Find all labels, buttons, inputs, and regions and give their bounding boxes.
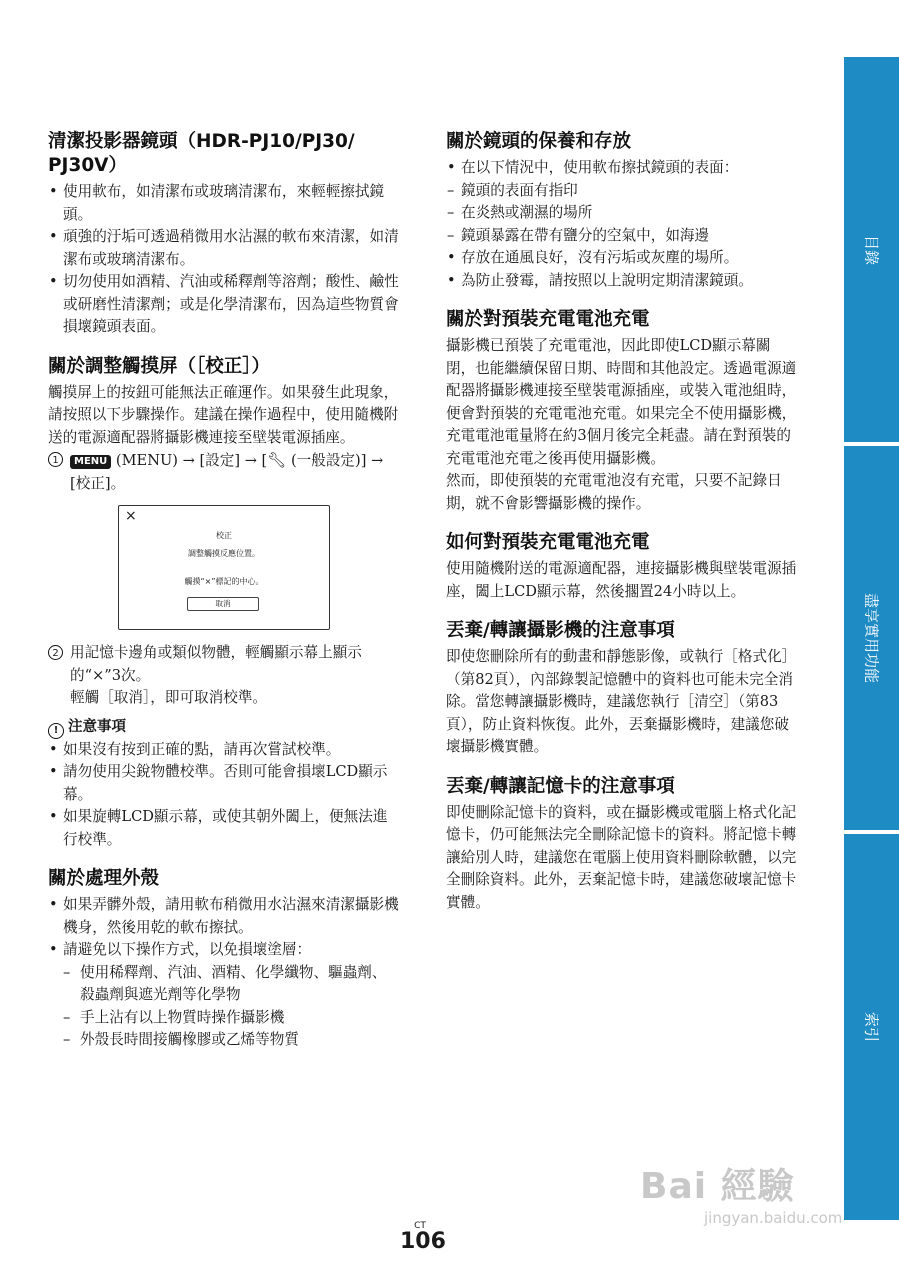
step-number: 2 xyxy=(48,645,63,660)
caution-heading xyxy=(48,716,400,739)
battery-body-2: 然而，即使預裝的充電電池沒有充電，只要不記錄日期，就不會影響攝影機的操作。 xyxy=(446,472,782,512)
region-code: CT xyxy=(414,1221,426,1231)
list-item: – 手上沾有以上物質時操作攝影機 xyxy=(48,1007,400,1030)
list-item: • 為防止發霉，請按照以上說明定期清潔鏡頭。 xyxy=(446,270,798,293)
list-item: • 使用軟布，如清潔布或玻璃清潔布，來輕輕擦拭鏡頭。 xyxy=(48,181,400,226)
dispose-camera-body: 即使您刪除所有的動畫和靜態影像，或執行［格式化］（第82頁），內部錄製記憶體中的資料也可能未完全消除。當您轉讓攝影機時，建議您執行［清空］（第83頁），防止資料恢復。此外，丟棄攝影機時，建議您破壞攝影機實體。 xyxy=(446,648,797,755)
menu-icon: MENU xyxy=(70,455,111,469)
tab-label: 盡享實用功能 xyxy=(862,592,880,684)
list-item: – 鏡頭暴露在帶有鹽分的空氣中，如海邊 xyxy=(446,225,798,248)
list-item: • 切勿使用如酒精、汽油或稀釋劑等溶劑；酸性、鹼性或研磨性清潔劑；或是化學清潔布，因為這些物質會損壞鏡頭表面。 xyxy=(48,271,400,339)
section-title-charge-battery: 如何對預裝充電電池充電 xyxy=(446,532,650,553)
step-2-note: 輕觸［取消］，即可取消校準。 xyxy=(70,689,268,706)
lens-care-list xyxy=(446,157,798,292)
section-title-calibration: 關於調整觸摸屏（［校正］） xyxy=(48,355,271,377)
list-item: • 頑強的汙垢可透過稍微用水沾濕的軟布來清潔，如清潔布或玻璃清潔布。 xyxy=(48,226,400,271)
page-number xyxy=(400,1221,446,1254)
tab-label: 目錄 xyxy=(862,234,880,265)
step-2-text: 用記憶卡邊角或類似物體，輕觸顯示幕上顯示的“×”3次。 xyxy=(70,644,362,684)
list-item: • 請勿使用尖銳物體校準。否則可能會損壞LCD顯示幕。 xyxy=(48,761,400,806)
caution-title: 注意事項 xyxy=(68,718,126,735)
casing-list xyxy=(48,894,400,1052)
charge-battery-body: 使用隨機附送的電源適配器，連接攝影機與壁裝電源插座，闔上LCD顯示幕，然後擱置24小時以上。 xyxy=(446,560,797,600)
wrench-icon: 🔧︎ xyxy=(267,451,287,469)
list-item: • 如果沒有按到正確的點，請再次嘗試校準。 xyxy=(48,739,400,762)
left-column xyxy=(48,130,400,1052)
screen-line-2: 觸摸“×”標記的中心。 xyxy=(184,577,264,586)
watermark-brand: Bai 經驗 xyxy=(640,1166,795,1207)
caution-list xyxy=(48,739,400,852)
step-1 xyxy=(48,449,400,495)
section-title-lens-care: 關於鏡頭的保養和存放 xyxy=(446,131,632,152)
section-title-dispose-camera: 丟棄/轉讓攝影機的注意事項 xyxy=(446,620,675,641)
tab-index[interactable] xyxy=(844,834,899,1220)
battery-body-1: 攝影機已預裝了充電電池，因此即使LCD顯示幕關閉，也能繼續保留日期、時間和其他設定。透過電源適配器將攝影機連接至壁裝電源插座，或裝入電池組時，便會對預裝的充電電池充電。如果完全不使用攝影機，充電電池電量將在約3個月後完全耗盡。請在對預裝的充電電池充電之後再使用攝影機。 xyxy=(446,337,797,467)
step-number: 1 xyxy=(48,452,63,467)
list-item: • 存放在通風良好，沒有污垢或灰塵的場所。 xyxy=(446,247,798,270)
step-1-text-a: (MENU) → [設定] → [ xyxy=(111,452,268,469)
watermark xyxy=(640,1158,842,1227)
section-title-casing: 關於處理外殼 xyxy=(48,868,160,889)
screen-cancel-button: 取消 xyxy=(187,597,259,611)
section-title-clean-projector-lens: 清潔投影器鏡頭（HDR-PJ10/PJ30/ PJ30V） xyxy=(48,131,355,176)
tab-useful-functions[interactable] xyxy=(844,446,899,830)
list-item: – 在炎熱或潮濕的場所 xyxy=(446,202,798,225)
watermark-url: jingyan.baidu.com xyxy=(704,1209,843,1227)
tab-contents[interactable] xyxy=(844,57,899,442)
section-title-battery: 關於對預裝充電電池充電 xyxy=(446,309,650,330)
list-item: • 如果旋轉LCD顯示幕，或使其朝外闔上，便無法進行校準。 xyxy=(48,806,400,851)
screen-title: 校正 xyxy=(216,531,232,540)
list-item: • 請避免以下操作方式，以免損壞塗層： xyxy=(48,939,400,962)
calibration-screen-illustration xyxy=(118,505,330,630)
list-item: – 外殼長時間接觸橡膠或乙烯等物質 xyxy=(48,1029,400,1052)
list-item: – 鏡頭的表面有指印 xyxy=(446,180,798,203)
dispose-card-body: 即使刪除記憶卡的資料，或在攝影機或電腦上格式化記憶卡，仍可能無法完全刪除記憶卡的資料。將記憶卡轉讓給別人時，建議您在電腦上使用資料刪除軟體，以完全刪除資料。此外，丟棄記憶卡時，建議您破壞記憶卡實體。 xyxy=(446,803,797,911)
projector-lens-list xyxy=(48,181,400,339)
step-2 xyxy=(48,642,400,687)
list-item: – 使用稀釋劑、汽油、酒精、化學纖物、驅蟲劑、殺蟲劑與遮光劑等化學物 xyxy=(48,962,400,1007)
list-item: • 在以下情況中，使用軟布擦拭鏡頭的表面： xyxy=(446,157,798,180)
list-item: • 如果弄髒外殼，請用軟布稍微用水沾濕來清潔攝影機機身，然後用乾的軟布擦拭。 xyxy=(48,894,400,939)
page-number-value: 106 xyxy=(400,1229,446,1254)
calibration-intro: 觸摸屏上的按鈕可能無法正確運作。如果發生此現象，請按照以下步驟操作。建議在操作過程中，使用隨機附送的電源適配器將攝影機連接至壁裝電源插座。 xyxy=(48,383,399,446)
close-x-mark: × xyxy=(125,508,137,524)
step-1-text-b: (一般設定)] → [校正]。 xyxy=(70,452,384,492)
caution-icon: ! xyxy=(48,723,64,739)
right-column xyxy=(446,130,798,914)
screen-line-1: 調整觸摸反應位置。 xyxy=(188,549,260,558)
section-title-dispose-card: 丟棄/轉讓記憶卡的注意事項 xyxy=(446,775,675,797)
tab-label: 索引 xyxy=(862,1011,880,1043)
